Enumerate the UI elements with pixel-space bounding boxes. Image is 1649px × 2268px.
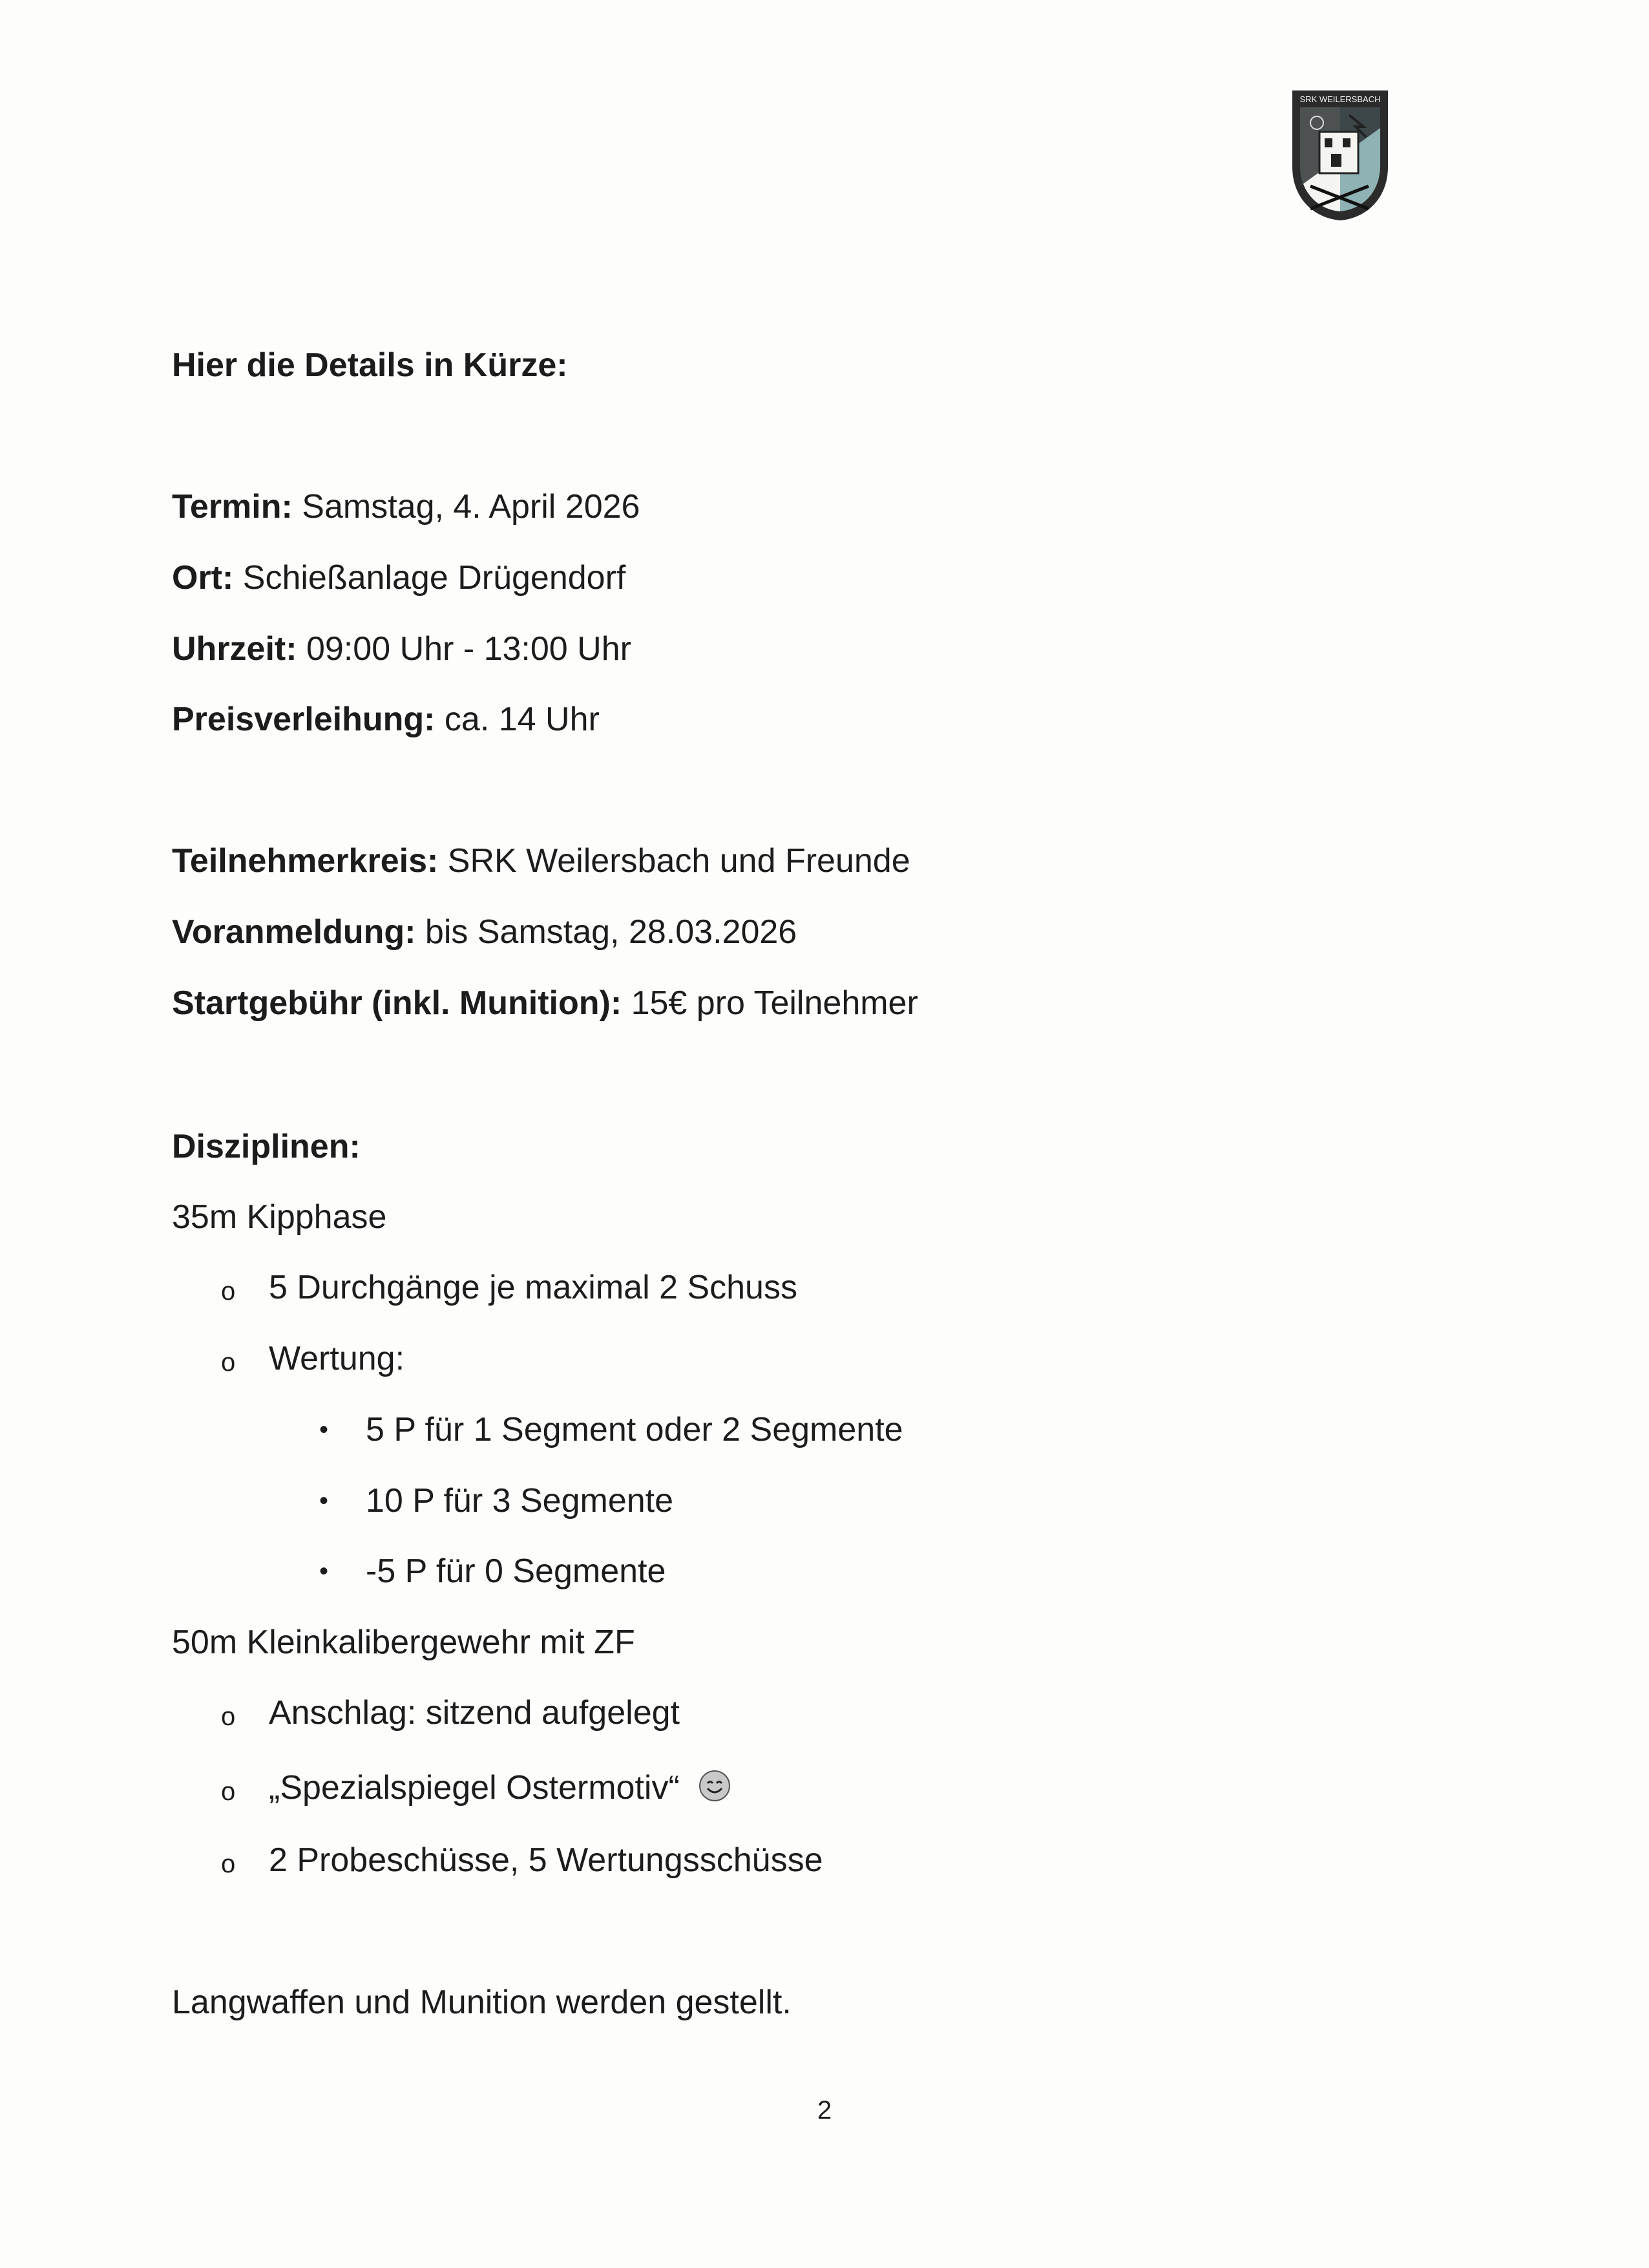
page-number: 2 (817, 2096, 832, 2125)
dot-bullet: • (319, 1415, 329, 1444)
circle-bullet: o (221, 1702, 236, 1731)
detail-voranmeldung (172, 911, 797, 953)
detail-value: ca. 14 Uhr (435, 701, 600, 738)
detail-value: 09:00 Uhr - 13:00 Uhr (297, 630, 631, 668)
dot-bullet: • (319, 1557, 329, 1585)
detail-label: Startgebühr (inkl. Munition): (172, 984, 622, 1022)
detail-label: Teilnehmerkreis: (172, 842, 439, 880)
scoring-item: 10 P für 3 Segmente (366, 1482, 674, 1520)
circle-bullet: o (221, 1277, 236, 1306)
detail-value: Samstag, 4. April 2026 (292, 488, 640, 525)
detail-label: Ort: (172, 559, 234, 597)
smiley-face-icon (698, 1769, 731, 1803)
detail-label: Termin: (172, 488, 293, 525)
dot-bullet: • (319, 1487, 329, 1515)
scoring-item: 5 P für 1 Segment oder 2 Segmente (366, 1411, 903, 1448)
detail-termin (172, 486, 640, 527)
list-item: 2 Probeschüsse, 5 Wertungsschüsse (269, 1841, 823, 1879)
detail-value: 15€ pro Teilnehmer (622, 984, 918, 1022)
detail-preisverleihung (172, 699, 600, 740)
discipline-kipphase-title: 35m Kipphase (172, 1198, 387, 1236)
detail-label: Voranmeldung: (172, 913, 416, 951)
detail-startgebuehr (172, 982, 918, 1024)
circle-bullet: o (221, 1348, 236, 1377)
detail-ort (172, 557, 625, 599)
detail-uhrzeit (172, 628, 631, 670)
detail-label: Uhrzeit: (172, 630, 297, 668)
list-item (269, 1767, 731, 1808)
club-crest-icon (1291, 89, 1389, 222)
section-heading: Hier die Details in Kürze: (172, 346, 568, 384)
circle-bullet: o (221, 1850, 236, 1878)
list-item: Wertung: (269, 1340, 405, 1377)
club-crest-logo (1291, 89, 1389, 222)
scoring-item: -5 P für 0 Segmente (366, 1553, 666, 1590)
list-item: Anschlag: sitzend aufgelegt (269, 1694, 680, 1732)
disciplines-heading: Disziplinen: (172, 1128, 361, 1165)
detail-label: Preisverleihung: (172, 701, 436, 738)
detail-teilnehmerkreis (172, 840, 910, 882)
svg-text:SRK WEILERSBACH: SRK WEILERSBACH (1299, 94, 1381, 104)
list-item-text: „Spezialspiegel Ostermotiv“ (269, 1769, 680, 1807)
detail-value: bis Samstag, 28.03.2026 (415, 913, 797, 951)
detail-value: Schießanlage Drügendorf (233, 559, 626, 597)
discipline-kleinkaliber-title: 50m Kleinkalibergewehr mit ZF (172, 1624, 635, 1661)
list-item: 5 Durchgänge je maximal 2 Schuss (269, 1269, 797, 1306)
detail-value: SRK Weilersbach und Freunde (438, 842, 910, 880)
footer-note: Langwaffen und Munition werden gestellt. (172, 1984, 792, 2021)
circle-bullet: o (221, 1777, 236, 1806)
